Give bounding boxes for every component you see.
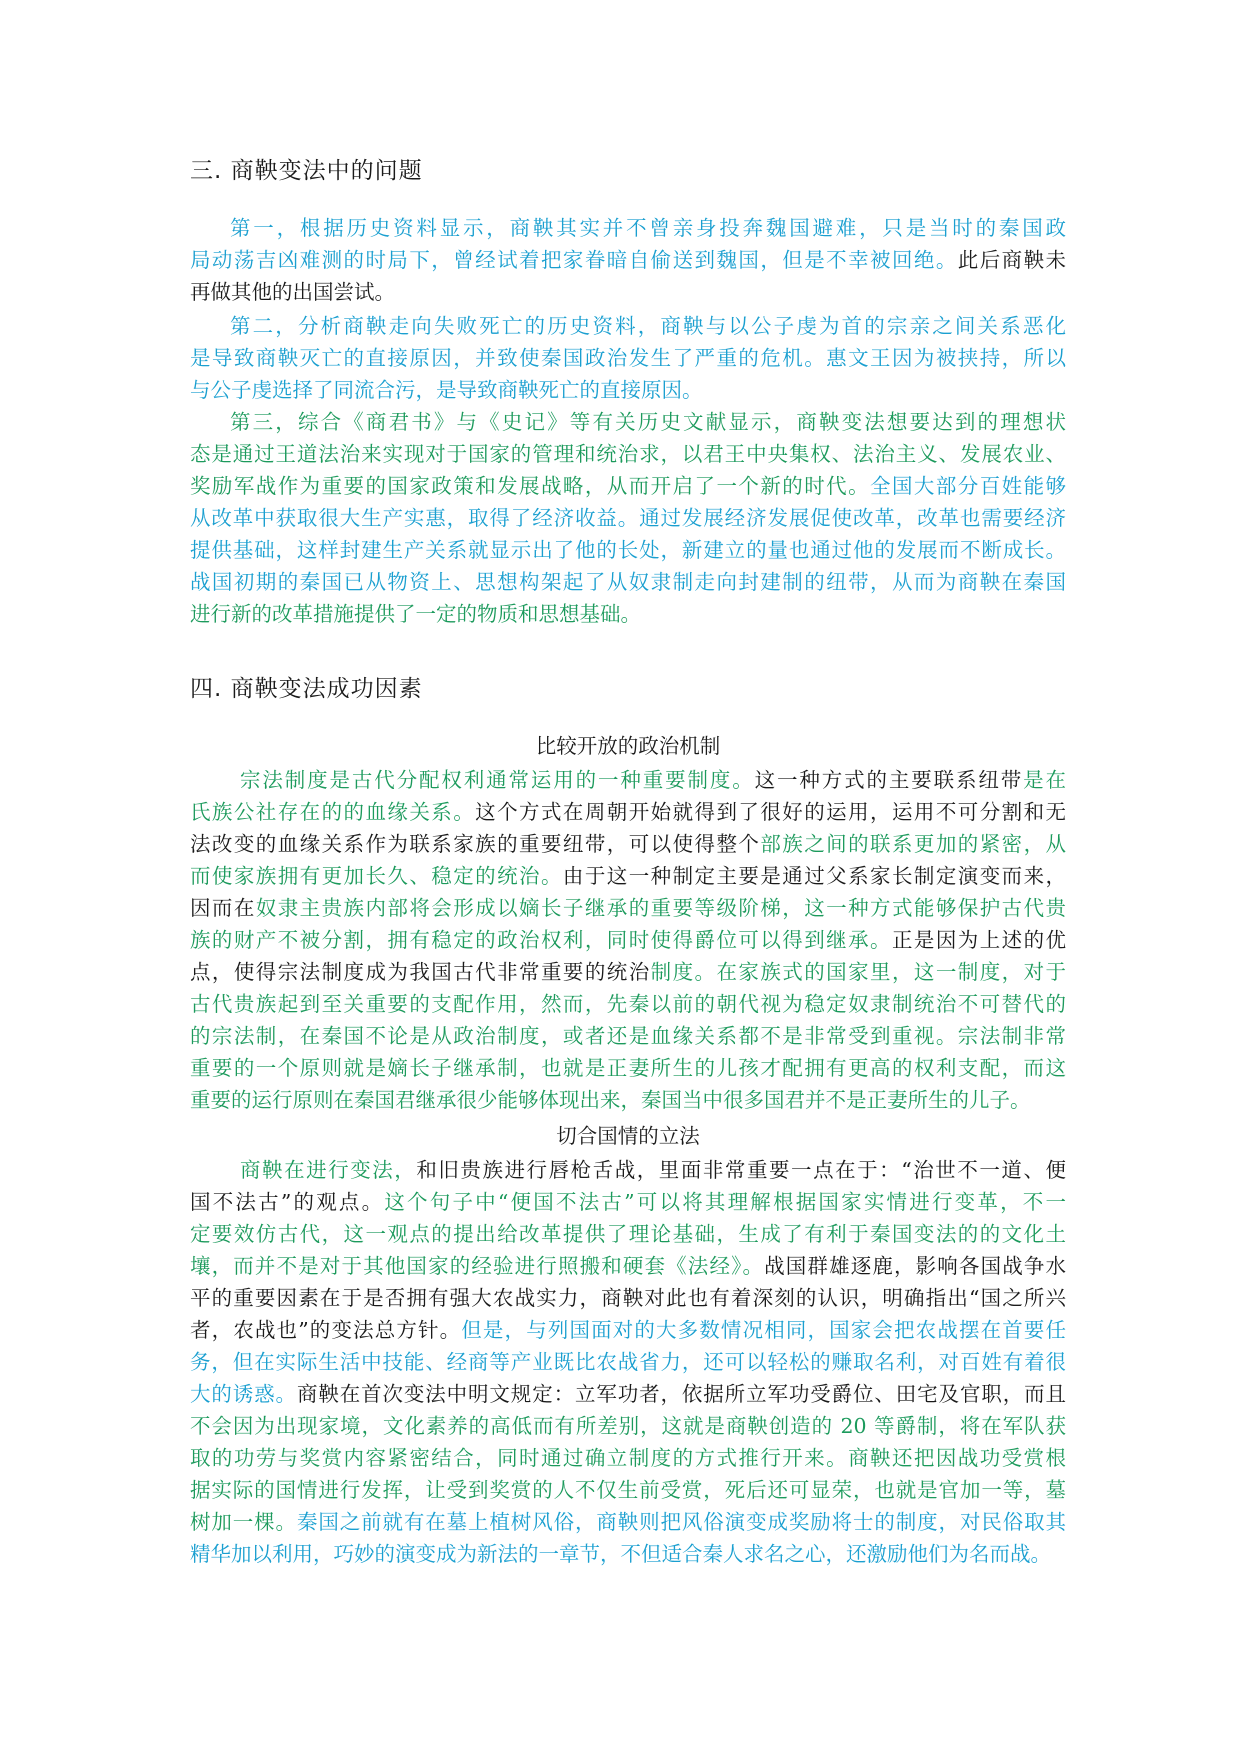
- text-segment: 战国群雄逐鹿，影响各国战争水: [764, 1254, 1067, 1278]
- text-segment: 提供基础，这样封建生产关系就显示出了他的长处，新建立的量也通过他的发展而不断成长。: [190, 538, 1066, 562]
- text-segment: 部族之间的联系更加的紧密，从: [760, 832, 1067, 856]
- text-segment: 定要效仿古代，这一观点的提出给改革提供了理论基础，生成了有利于秦国变法的的文化土: [190, 1222, 1066, 1246]
- text-segment: 壤，而并不是对于其他国家的经验进行照搬和硬套《法经》。: [190, 1254, 765, 1278]
- text-line: [190, 1154, 1066, 1186]
- text-line: [190, 566, 1066, 598]
- text-segment: 从改革中获取很大生产实惠，取得了经济收益。通过发展经济发展促使改革，改革也需要经济: [190, 506, 1066, 530]
- text-line: [190, 1218, 1066, 1250]
- text-segment: 是导致商鞅灭亡的直接原因，并致使秦国政治发生了严重的危机。惠文王因为被挟持，所以: [190, 346, 1066, 370]
- text-line: [190, 470, 1066, 502]
- text-line: [190, 1378, 1066, 1410]
- text-line: [190, 276, 1066, 308]
- text-segment: 战国初期的秦国已从物资上、思想构架起了从奴隶制走向封建制的纽带，从而为商鞅在秦国: [190, 570, 1066, 594]
- text-segment: 据实际的国情进行发挥，让受到奖赏的人不仅生前受赏，死后还可显荣，也就是官加一等，墓: [190, 1478, 1066, 1502]
- text-segment: 国不法古”的观点。: [190, 1190, 385, 1214]
- text-segment: 第一，根据历史资料显示，商鞅其实并不曾亲身投奔魏国避难，只是当时的秦国政: [230, 216, 1066, 240]
- text-line: [190, 892, 1066, 924]
- text-line: [190, 1474, 1066, 1506]
- subheading-political-mechanism: 比较开放的政治机制: [535, 734, 721, 758]
- text-segment: 全国大部分百姓能够: [870, 474, 1067, 498]
- text-segment: 大的诱惑。: [190, 1382, 297, 1406]
- text-segment: 进行新的改革措施提供了一定的物质和思想基础。: [190, 602, 641, 626]
- text-segment: 宗法制度是古代分配权利通常运用的一种重要制度。: [240, 768, 755, 792]
- text-line: [190, 1020, 1066, 1052]
- text-line: [190, 1250, 1066, 1282]
- text-line: [190, 828, 1066, 860]
- text-segment: 法改变的血缘关系作为联系家族的重要纽带，可以使得整个: [190, 832, 761, 856]
- text-segment: 是在: [1023, 768, 1066, 792]
- text-segment: 取的功劳与奖赏内容紧密结合，同时通过确立制度的方式推行开来。商鞅还把因战功受赏根: [190, 1446, 1066, 1470]
- text-segment: 商鞅在进行变法，: [240, 1158, 417, 1182]
- text-segment: 再做其他的出国尝试。: [190, 280, 395, 304]
- text-line: [190, 1186, 1066, 1218]
- text-segment: 树加一棵。: [190, 1510, 297, 1534]
- section4-paragraph-1: [190, 764, 1066, 1116]
- text-segment: 此后商鞅未: [957, 248, 1067, 272]
- text-segment: 这个方式在周朝开始就得到了很好的运用，运用不可分割和无: [475, 800, 1067, 824]
- text-segment: 与公子虔选择了同流合污，是导致商鞅死亡的直接原因。: [190, 378, 703, 402]
- text-segment: 奖励军战作为重要的国家政策和发展战略，从而开启了一个新的时代。: [190, 474, 871, 498]
- text-segment: 第二，分析商鞅走向失败死亡的历史资料，商鞅与以公子虔为首的宗亲之间关系恶化: [230, 314, 1066, 338]
- text-segment: 由于这一种制定主要是通过父系家长制定演变而来，: [562, 864, 1067, 888]
- text-segment: 族的财产不被分割，拥有稳定的政治权利，同时使得爵位可以得到继承。: [190, 928, 892, 952]
- text-segment: 但是，与列国面对的大多数情况相同，国家会把农战摆在首要任: [461, 1318, 1067, 1342]
- text-line: [190, 342, 1066, 374]
- text-segment: 精华加以利用，巧妙的演变成为新法的一章节，不但适合秦人求名之心，还激励他们为名而战。: [190, 1542, 1051, 1566]
- text-line: [190, 244, 1066, 276]
- text-segment: 古代贵族起到至关重要的支配作用，然而，先秦以前的朝代视为稳定奴隶制统治不可替代的: [190, 992, 1066, 1016]
- text-segment: 平的重要因素在于是否拥有强大农战实力，商鞅对此也有着深刻的认识，明确指出“国之所兴: [190, 1286, 1066, 1310]
- text-line: [190, 598, 1066, 630]
- section4-paragraph-2: [190, 1154, 1066, 1570]
- text-segment: 务，但在实际生活中技能、经商等产业既比农战省力，还可以轻松的赚取名利，对百姓有着很: [190, 1350, 1066, 1374]
- text-line: [190, 1506, 1066, 1538]
- text-segment: 这一种方式的主要联系纽带: [754, 768, 1024, 792]
- text-line: [190, 796, 1066, 828]
- text-line: [190, 374, 1066, 406]
- text-segment: 重要的运行原则在秦国君继承很少能够体现出来，秦国当中很多国君并不是正妻所生的儿子。: [190, 1088, 1031, 1112]
- text-segment: 不会因为出现家境，文化素养的高低而有所差别，这就是商鞅创造的 20 等爵制，将在军队获: [190, 1414, 1066, 1438]
- section3-heading: 三. 商鞅变法中的问题: [190, 158, 423, 184]
- subheading-legislation: 切合国情的立法: [556, 1124, 700, 1148]
- text-segment: 因而在: [190, 896, 256, 920]
- text-segment: 的宗法制，在秦国不论是从政治制度，或者还是血缘关系都不是非常受到重视。宗法制非常: [190, 1024, 1066, 1048]
- section3-paragraph-3: [190, 406, 1066, 630]
- text-segment: 态是通过王道法治来实现对于国家的管理和统治求，以君王中央集权、法治主义、发展农业、: [190, 442, 1066, 466]
- text-segment: 局动荡吉凶难测的时局下，曾经试着把家眷暗自偷送到魏国，但是不幸被回绝。: [190, 248, 958, 272]
- text-line: [190, 1052, 1066, 1084]
- text-line: [190, 1410, 1066, 1442]
- text-segment: 点，使得宗法制度成为我国古代非常重要的统治: [190, 960, 651, 984]
- section3-paragraph-1: [190, 212, 1066, 308]
- text-segment: 重要的一个原则就是嫡长子继承制，也就是正妻所生的儿孩才配拥有更高的权利支配，而这: [190, 1056, 1066, 1080]
- text-line: [190, 1084, 1066, 1116]
- section3-paragraph-2: [190, 310, 1066, 406]
- text-line: [190, 1442, 1066, 1474]
- text-segment: 氏族公社存在的的血缘关系。: [190, 800, 476, 824]
- text-line: [190, 502, 1066, 534]
- text-segment: 商鞅在首次变法中明文规定：立军功者，依据所立军功受爵位、田宅及官职，而且: [296, 1382, 1066, 1406]
- text-segment: 这个句子中“便国不法古”可以将其理解根据国家实情进行变革，不一: [384, 1190, 1066, 1214]
- section4-heading: 四. 商鞅变法成功因素: [190, 676, 423, 702]
- text-line: [190, 956, 1066, 988]
- text-segment: 而使家族拥有更加长久、稳定的统治。: [190, 864, 563, 888]
- text-line: [190, 438, 1066, 470]
- text-segment: 和旧贵族进行唇枪舌战，里面非常重要一点在于：“治世不一道、便: [416, 1158, 1066, 1182]
- text-segment: 正是因为上述的优: [891, 928, 1067, 952]
- text-segment: 制度。在家族式的国家里，这一制度，对于: [650, 960, 1067, 984]
- text-segment: 奴隶主贵族内部将会形成以嫡长子继承的重要等级阶梯，这一种方式能够保护古代贵: [255, 896, 1067, 920]
- text-line: [190, 764, 1066, 796]
- text-segment: 者，农战也”的变法总方针。: [190, 1318, 462, 1342]
- text-line: [190, 924, 1066, 956]
- text-segment: 秦国之前就有在墓上植树风俗，商鞅则把风俗演变成奖励将士的制度，对民俗取其: [296, 1510, 1066, 1534]
- text-line: [190, 1314, 1066, 1346]
- text-line: [190, 212, 1066, 244]
- text-line: [190, 1538, 1066, 1570]
- text-line: [190, 534, 1066, 566]
- text-line: [190, 860, 1066, 892]
- text-line: [190, 310, 1066, 342]
- text-line: [190, 1282, 1066, 1314]
- text-line: [190, 1346, 1066, 1378]
- text-line: [190, 406, 1066, 438]
- text-segment: 第三，综合《商君书》与《史记》等有关历史文献显示，商鞅变法想要达到的理想状: [230, 410, 1066, 434]
- text-line: [190, 988, 1066, 1020]
